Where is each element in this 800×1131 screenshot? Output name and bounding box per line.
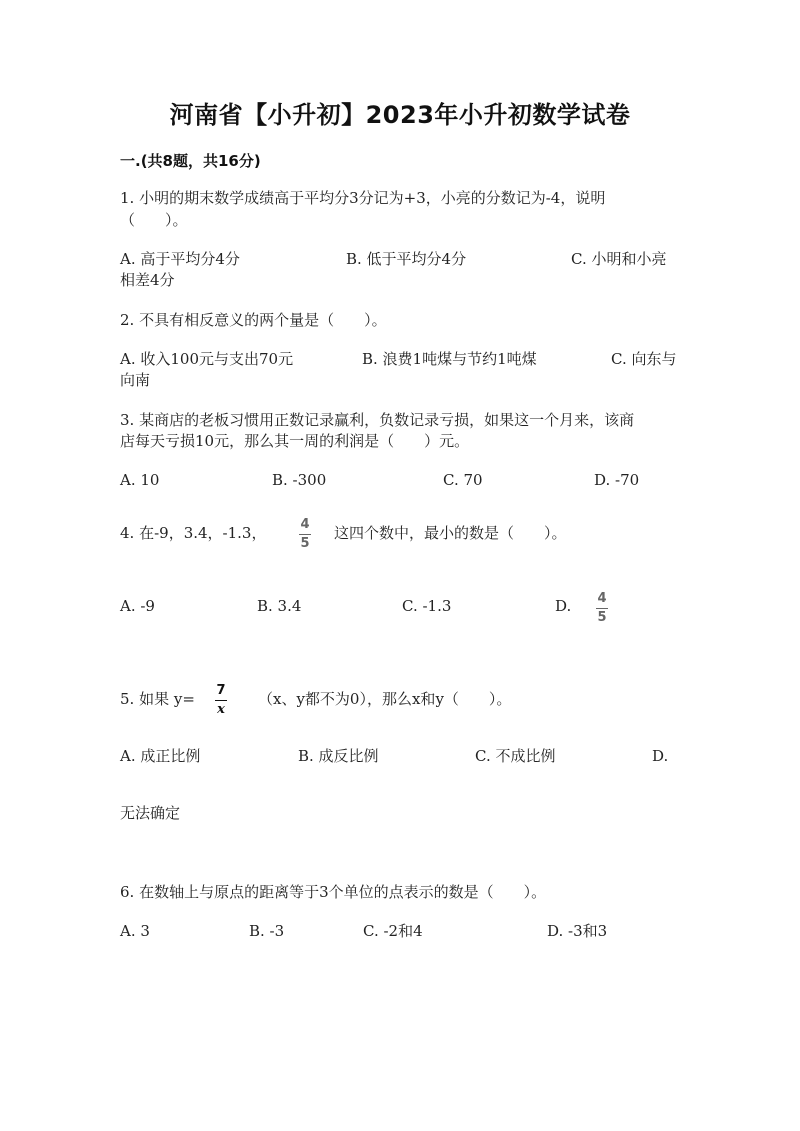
q5-option-c: C. 不成比例 [475, 747, 556, 765]
q4-option-c: C. -1.3 [402, 597, 452, 615]
q2-stem: 2. 不具有相反意义的两个量是（ ）。 [120, 311, 387, 329]
q1-option-a: A. 高于平均分4分 [120, 250, 240, 268]
q5-fraction [212, 684, 230, 717]
q2-option-c: C. 向东与 [611, 350, 677, 368]
q1-stem-line1: 1. 小明的期末数学成绩高于平均分3分记为+3，小亮的分数记为-4，说明 [120, 189, 606, 207]
q5-fraction-denominator: x [217, 702, 225, 717]
q1-stem-line2: （ ）。 [120, 211, 188, 229]
q3-option-b: B. -300 [272, 471, 327, 489]
exam-title: 河南省【小升初】2023年小升初数学试卷 [169, 101, 631, 129]
section-heading: 一.(共8题，共16分) [120, 152, 261, 170]
q4-option-d-numerator: 4 [597, 591, 607, 606]
q5-fraction-bar [215, 700, 227, 701]
q3-option-c: C. 70 [443, 471, 483, 489]
q4-option-d-denominator: 5 [597, 610, 607, 625]
q1-option-c: C. 小明和小亮 [571, 250, 667, 268]
q5-option-b: B. 成反比例 [298, 747, 379, 765]
q5-option-d-cont: 无法确定 [120, 804, 181, 822]
q4-fraction-numerator: 4 [300, 517, 310, 532]
q3-option-d: D. -70 [594, 471, 640, 489]
q6-option-a: A. 3 [120, 922, 150, 940]
q3-option-a: A. 10 [120, 471, 160, 489]
q4-option-b: B. 3.4 [257, 597, 302, 615]
q3-stem-line2: 店每天亏损10元，那么其一周的利润是（ ）元。 [120, 432, 470, 450]
q3-stem-line1: 3. 某商店的老板习惯用正数记录赢利，负数记录亏损，如果这一个月来，该商 [120, 411, 635, 429]
q4-stem-post: 这四个数中，最小的数是（ ）。 [334, 524, 567, 542]
q2-option-c-cont: 向南 [120, 371, 151, 389]
q6-stem: 6. 在数轴上与原点的距离等于3个单位的点表示的数是（ ）。 [120, 883, 547, 901]
q5-stem-pre: 5. 如果 y= [120, 690, 195, 708]
q4-fraction-bar [299, 534, 311, 535]
q4-option-d-bar [596, 608, 608, 609]
q5-option-d: D. [652, 747, 669, 765]
q5-stem-post: （x、y都不为0），那么x和y（ ）。 [258, 690, 512, 708]
q4-stem-pre: 4. 在-9，3.4，-1.3， [120, 524, 267, 542]
q2-option-b: B. 浪费1吨煤与节约1吨煤 [362, 350, 537, 368]
q1-option-b: B. 低于平均分4分 [346, 250, 467, 268]
q6-option-d: D. -3和3 [547, 922, 608, 940]
q5-option-a: A. 成正比例 [120, 747, 201, 765]
q4-fraction-denominator: 5 [300, 536, 310, 551]
q5-fraction-numerator: 7 [216, 683, 226, 698]
q4-option-d: D. [555, 597, 572, 615]
q6-option-c: C. -2和4 [363, 922, 423, 940]
q4-option-a: A. -9 [120, 597, 155, 615]
q6-option-b: B. -3 [249, 922, 285, 940]
q1-option-c-cont: 相差4分 [120, 271, 175, 289]
q4-option-d-fraction [593, 592, 611, 625]
q4-fraction [296, 518, 314, 551]
q2-option-a: A. 收入100元与支出70元 [120, 350, 294, 368]
